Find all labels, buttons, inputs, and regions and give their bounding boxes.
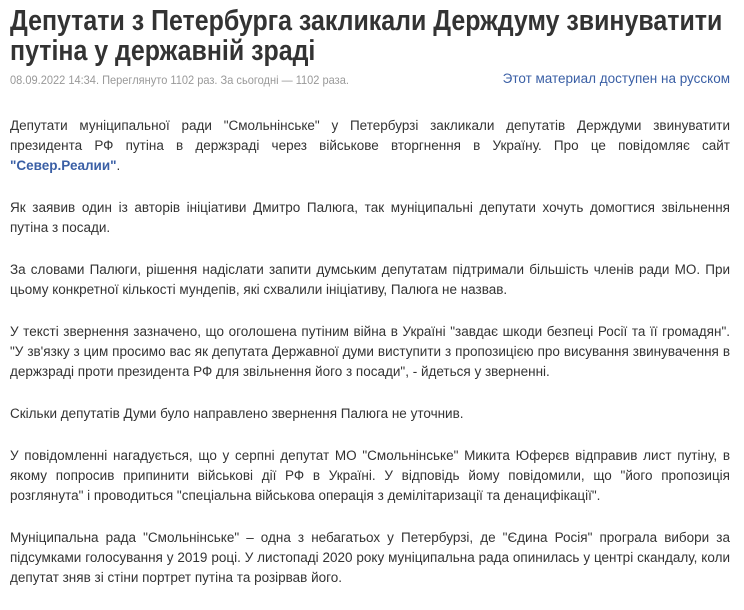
article-meta-row xyxy=(10,72,730,90)
russian-version-link[interactable]: Этот материал доступен на русском xyxy=(502,71,730,86)
paragraph-5: Скільки депутатів Думи було направлено звернення Палюга не уточнив. xyxy=(10,406,464,421)
paragraph-1-end: . xyxy=(116,158,121,173)
paragraph-4: У тексті звернення зазначено, що оголошена путіним війна в Україні "завдає шкоди безпеці Росії та її громадян". "У зв'язку з цим просимо вас як депутата Державної думи виступити з пропозицією про висування звинувачення в держзраді проти президента РФ для звільнення його з посади", - йдеться у зверненні. xyxy=(10,324,730,379)
paragraph-3: За словами Палюги, рішення надіслати запити думським депутатам підтримали більшість членів ради МО. При цьому конкретної кількості мундепів, які схвалили ініціативу, Палюга не назвав. xyxy=(10,262,730,297)
paragraph-1-text: Депутати муніципальної ради "Смольнінське" у Петербурзі закликали депутатів Держдуми звинуватити президента РФ путіна в держзраді через військове вторгнення в Україну. Про це повідомляє сайт xyxy=(10,118,730,153)
article xyxy=(10,0,730,585)
paragraph-7: Муніципальна рада "Смольнінське" – одна з небагатьох у Петербурзі, де "Єдина Росія" програла вибори за підсумками голосування у 2019 році. У листопаді 2020 року муніципальна рада опинилась у центрі скандалу, коли депутат зняв зі стіни портрет путіна та розірвав його. xyxy=(10,530,730,585)
source-link[interactable]: "Север.Реалии" xyxy=(10,158,117,173)
article-body xyxy=(10,116,730,610)
article-meta: 08.09.2022 14:34. Переглянуто 1102 раз. За сьогодні — 1102 раза. xyxy=(10,73,349,87)
paragraph-6: У повідомленні нагадується, що у серпні депутат МО "Смольнінське" Микита Юферєв відправив лист путіну, в якому попросив припинити військові дії РФ в Україні. У відповідь йому повідомили, що "його пропозиція розглянута" і проводиться "спеціальна військова операція з демілітаризації та денацифікації". xyxy=(10,448,730,503)
paragraph-2: Як заявив один із авторів ініціативи Дмитро Палюга, так муніципальні депутати хочуть домогтися звільнення путіна з посади. xyxy=(10,200,730,235)
article-title: Депутати з Петербурга закликали Держдуму звинуватити путіна у державній зраді xyxy=(10,5,723,67)
paragraph-1 xyxy=(10,116,730,176)
